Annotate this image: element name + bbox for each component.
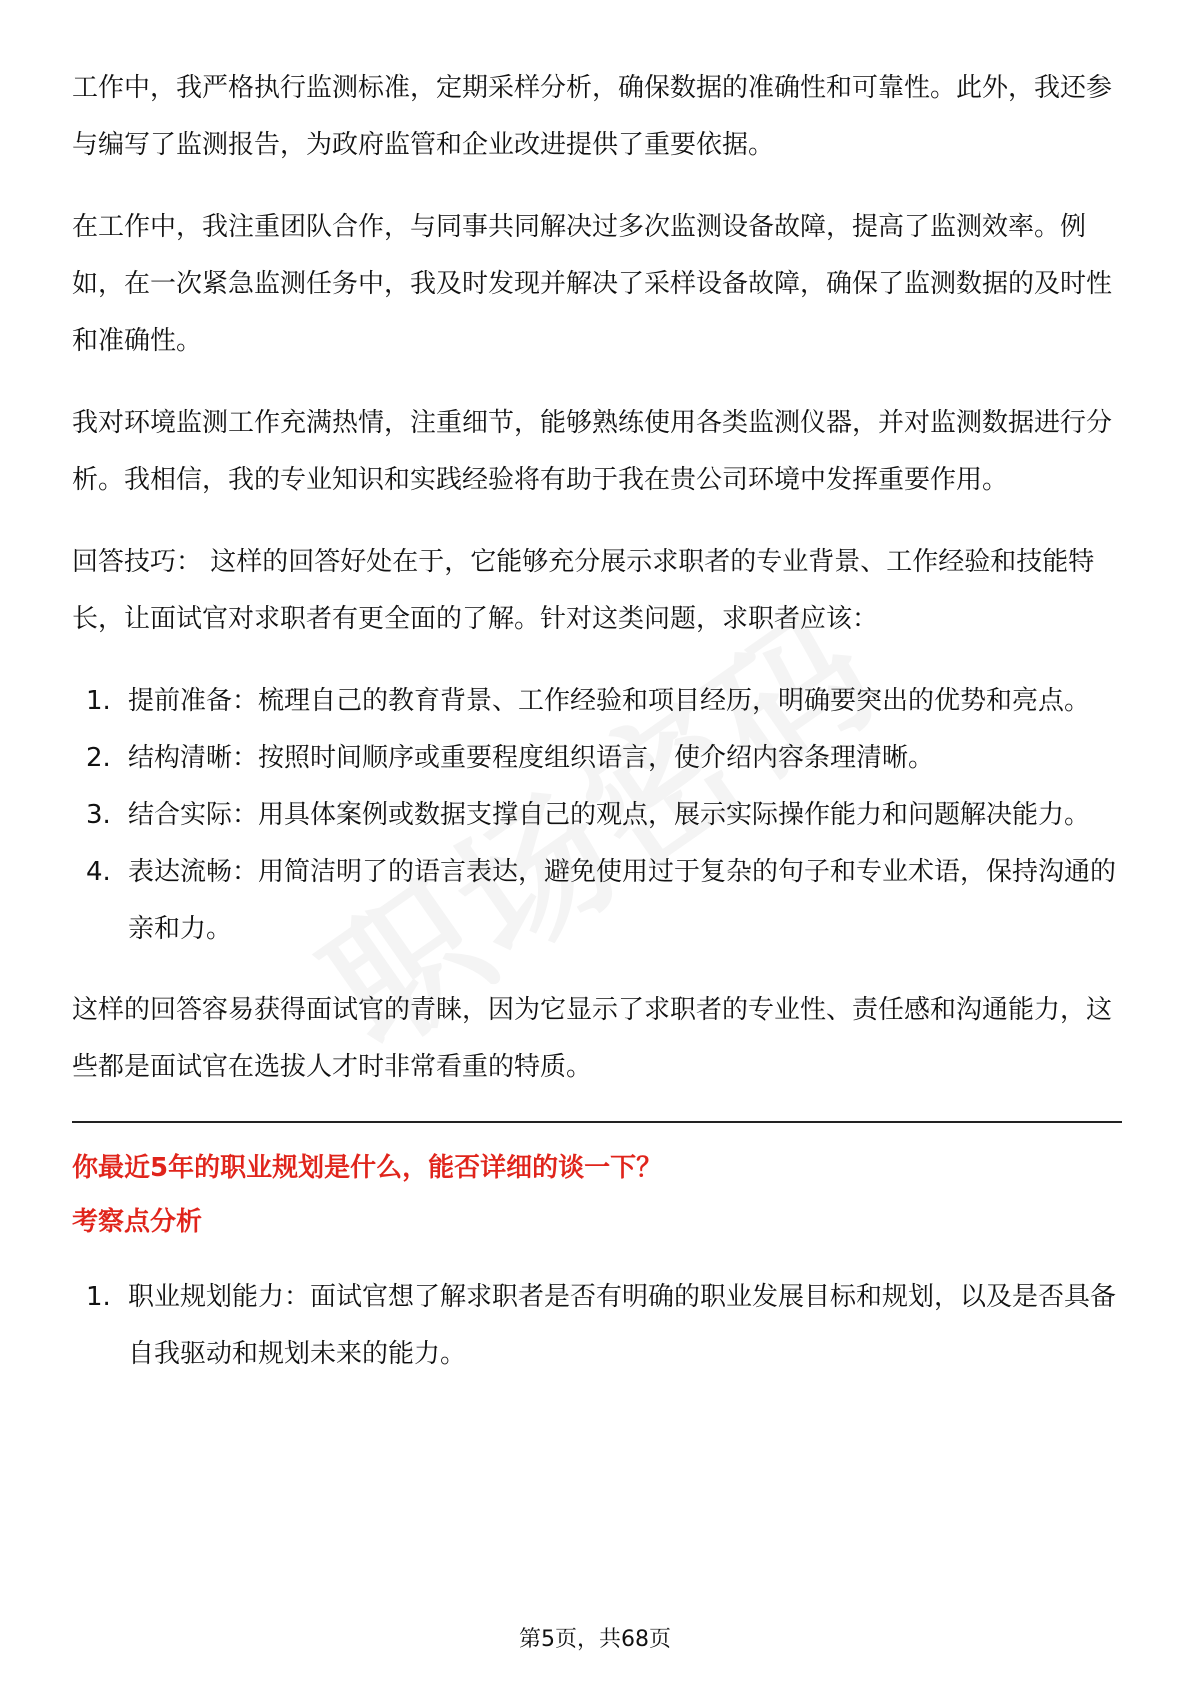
list-item-text: 提前准备：梳理自己的教育背景、工作经验和项目经历，明确要突出的优势和亮点。 bbox=[128, 686, 1091, 716]
paragraph-passion: 我对环境监测工作充满热情，注重细节，能够熟练使用各类监测仪器，并对监测数据进行分析。我相信，我的专业知识和实践经验将有助于我在贵公司环境中发挥重要作用。 bbox=[72, 408, 1113, 495]
tips-list bbox=[72, 673, 1122, 958]
page-content bbox=[72, 60, 1122, 1407]
list-item-text: 职业规划能力：面试官想了解求职者是否有明确的职业发展目标和规划，以及是否具备自我驱动和规划未来的能力。 bbox=[128, 1282, 1117, 1369]
question-heading: 你最近5年的职业规划是什么，能否详细的谈一下？ bbox=[72, 1153, 663, 1183]
analysis-heading: 考察点分析 bbox=[72, 1207, 203, 1237]
list-item-text: 表达流畅：用简洁明了的语言表达，避免使用过于复杂的句子和专业术语，保持沟通的亲和力。 bbox=[128, 857, 1117, 944]
list-item bbox=[72, 787, 1122, 844]
paragraph-work-standards: 工作中，我严格执行监测标准，定期采样分析，确保数据的准确性和可靠性。此外，我还参与编写了监测报告，为政府监管和企业改进提供了重要依据。 bbox=[72, 73, 1113, 160]
list-item-number: 1. bbox=[86, 686, 111, 716]
list-item-number: 2. bbox=[86, 743, 111, 773]
list-item bbox=[72, 730, 1122, 787]
list-item-number: 1. bbox=[86, 1282, 111, 1312]
list-item-number: 3. bbox=[86, 800, 111, 830]
list-item bbox=[72, 1269, 1122, 1383]
list-item-number: 4. bbox=[86, 857, 111, 887]
paragraph-teamwork: 在工作中，我注重团队合作，与同事共同解决过多次监测设备故障，提高了监测效率。例如，在一次紧急监测任务中，我及时发现并解决了采样设备故障，确保了监测数据的及时性和准确性。 bbox=[72, 212, 1113, 356]
list-item bbox=[72, 673, 1122, 730]
list-item-text: 结构清晰：按照时间顺序或重要程度组织语言，使介绍内容条理清晰。 bbox=[128, 743, 935, 773]
page-number-footer: 第5页，共68页 bbox=[519, 1627, 671, 1652]
list-item bbox=[72, 844, 1122, 958]
analysis-list bbox=[72, 1269, 1122, 1383]
paragraph-closing: 这样的回答容易获得面试官的青睐，因为它显示了求职者的专业性、责任感和沟通能力，这些都是面试官在选拔人才时非常看重的特质。 bbox=[72, 995, 1113, 1082]
paragraph-answer-tips: 回答技巧： 这样的回答好处在于，它能够充分展示求职者的专业背景、工作经验和技能特长，让面试官对求职者有更全面的了解。针对这类问题，求职者应该： bbox=[72, 547, 1095, 634]
section-divider bbox=[72, 1121, 1122, 1123]
list-item-text: 结合实际：用具体案例或数据支撑自己的观点，展示实际操作能力和问题解决能力。 bbox=[128, 800, 1091, 830]
